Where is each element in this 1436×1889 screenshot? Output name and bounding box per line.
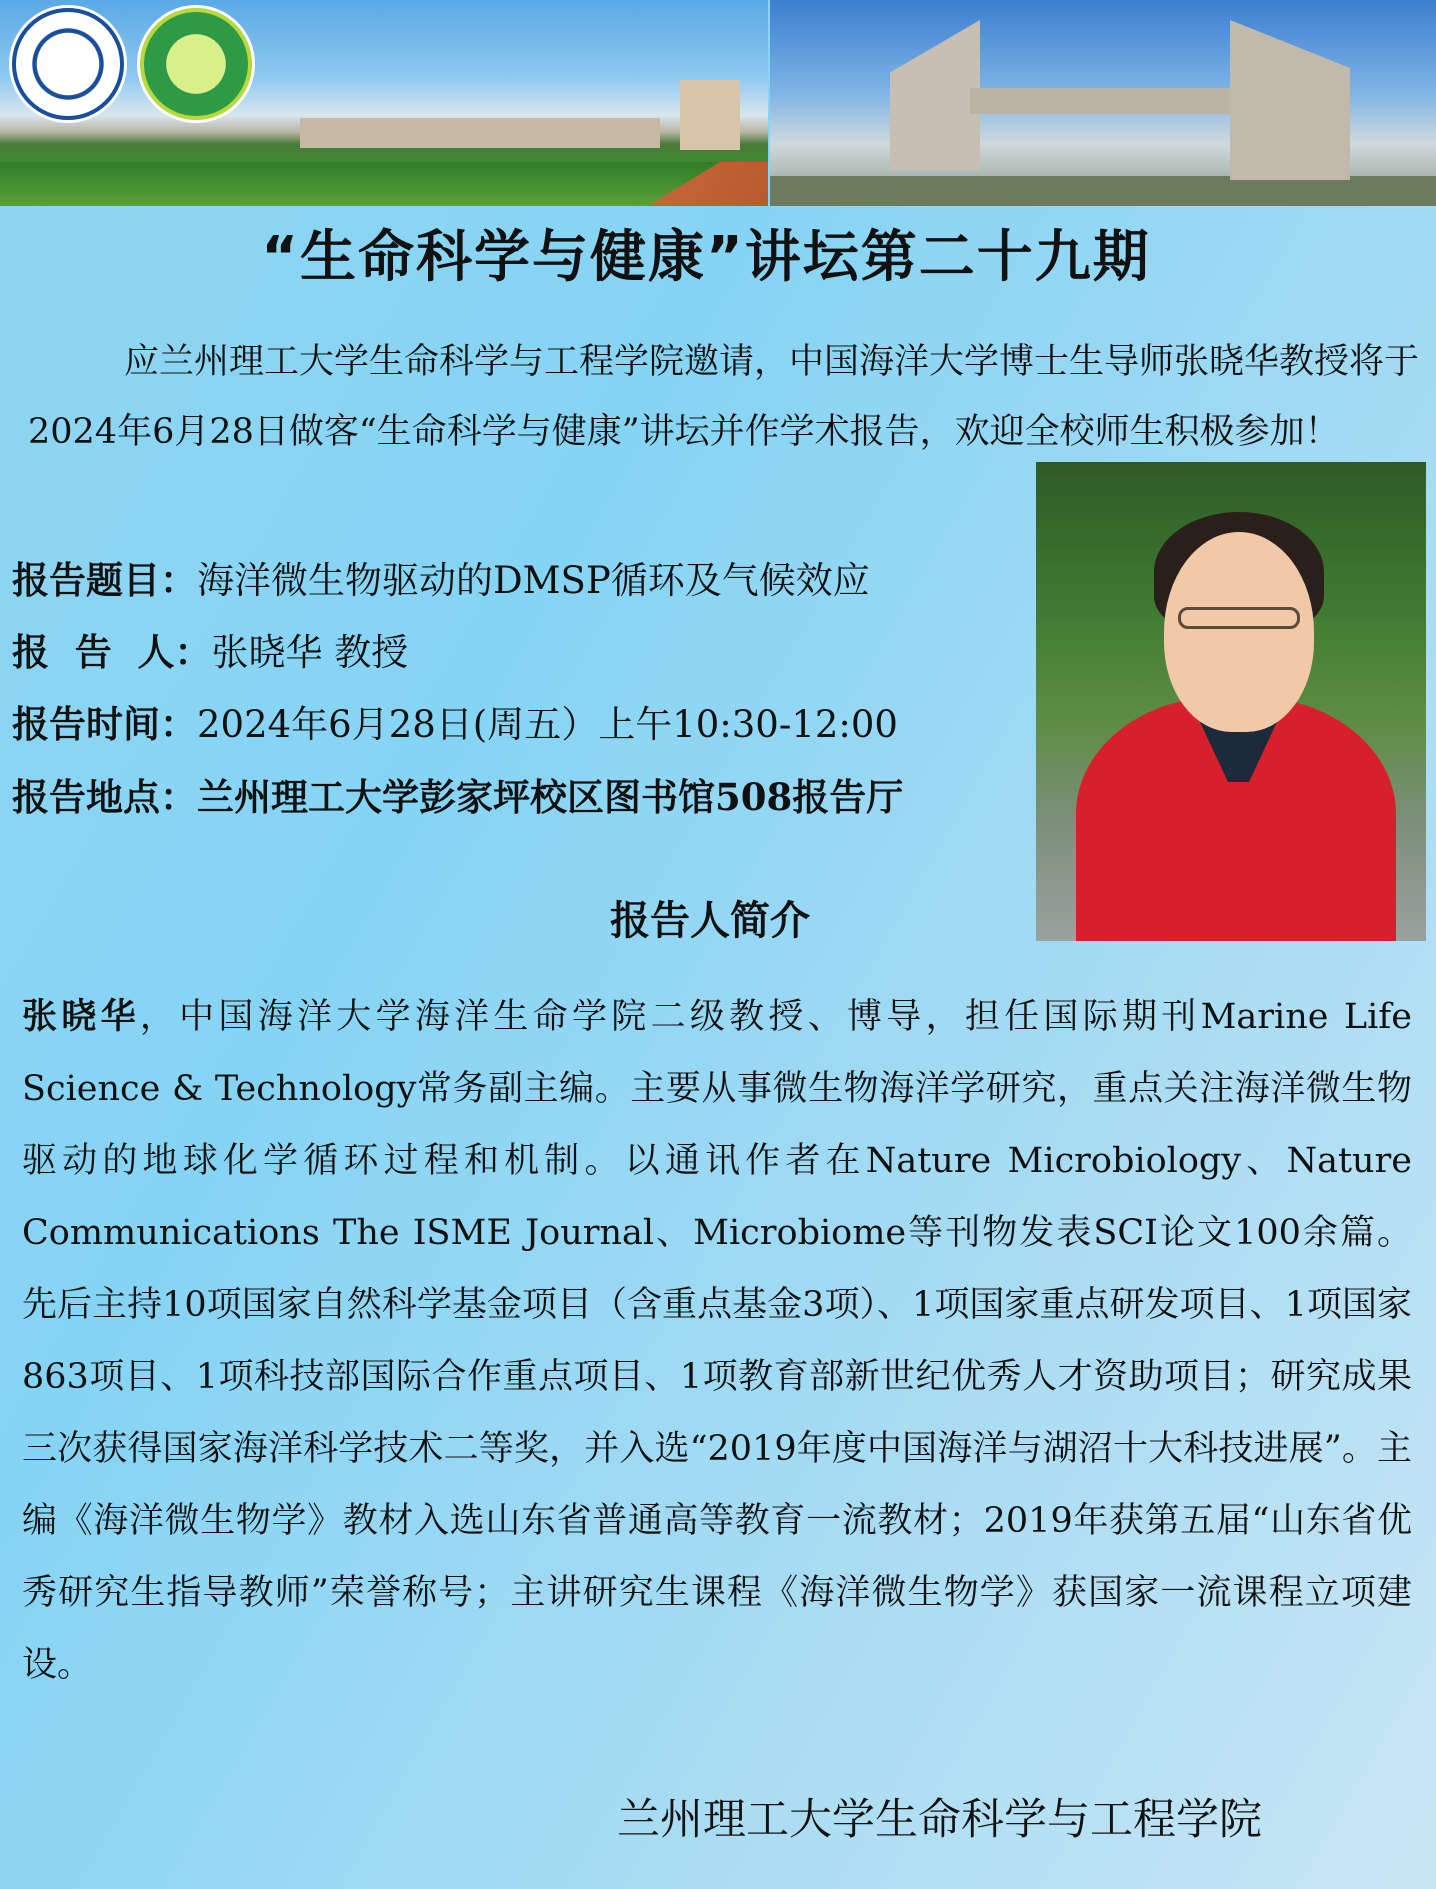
gate-ground [770, 176, 1436, 206]
sports-field [0, 162, 768, 206]
face [1164, 532, 1314, 732]
bio-name: 张晓华 [22, 996, 140, 1037]
report-topic-label: 报告题目： [12, 559, 197, 602]
report-place-label: 报告地点： [12, 776, 197, 819]
footer-organizer: 兰州理工大学生命科学与工程学院 [617, 1795, 1262, 1845]
bio-text: ，中国海洋大学海洋生命学院二级教授、博导，担任国际期刊Marine Life Science & Technology常务副主编。主要从事微生物海洋学研究，重点关注海洋微生物驱动的地球化学循环过程和机制。以通讯作者在Nature Microbiology、Nature Communications The ISME Journal、Microbiome等刊物发表SCI论文100余篇。先后主持10项国家自然科学基金项目（含重点基金3项）、1项国家重点研发项目、1项国家863项目、1项科技部国际合作重点项目、1项教育部新世纪优秀人才资助项目；研究成果三次获得国家海洋科学技术二等奖，并入选“2019年度中国海洋与湖沼十大科技进展”。主编《海洋微生物学》教材入选山东省普通高等教育一流教材；2019年获第五届“山东省优秀研究生指导教师”荣誉称号；主讲研究生课程《海洋微生物学》获国家一流课程立项建设。 [22, 997, 1412, 1685]
bio-paragraph [22, 981, 1412, 1701]
intro-text: 应兰州理工大学生命科学与工程学院邀请，中国海洋大学博士生导师张晓华教授将于2024年6月28日做客“生命科学与健康”讲坛并作学术报告，欢迎全校师生积极参加！ [28, 342, 1420, 452]
school-of-life-science-and-engineering-logo [140, 8, 252, 120]
bio-heading: 报告人简介 [610, 898, 810, 944]
lanzhou-university-of-technology-logo [12, 8, 124, 120]
report-time-label: 报告时间： [12, 703, 197, 746]
report-topic: 海洋微生物驱动的DMSP循环及气候效应 [197, 559, 870, 602]
page-title: “生命科学与健康”讲坛第二十九期 [261, 225, 1151, 290]
campus-gate-photo [770, 0, 1436, 206]
report-speaker-label: 报 告 人： [12, 631, 212, 674]
report-topic-row [12, 556, 870, 606]
campus-buildings [300, 118, 660, 148]
gate-left-pillar [890, 20, 980, 170]
report-place: 兰州理工大学彭家坪校区图书馆508报告厅 [197, 775, 904, 819]
gate-beam [970, 88, 1240, 114]
campus-sports-field-photo [0, 0, 768, 206]
header-banner [0, 0, 1436, 206]
report-speaker-row [12, 628, 408, 678]
gate-right-pillar [1230, 20, 1350, 180]
intro-paragraph [28, 327, 1433, 467]
glasses [1178, 607, 1300, 629]
report-time: 2024年6月28日(周五）上午10:30-12:00 [197, 703, 898, 746]
report-speaker: 张晓华 教授 [211, 631, 409, 674]
report-time-row [12, 700, 898, 750]
speaker-portrait-photo [1036, 462, 1426, 941]
campus-tower [680, 80, 740, 150]
report-place-row [12, 772, 903, 823]
